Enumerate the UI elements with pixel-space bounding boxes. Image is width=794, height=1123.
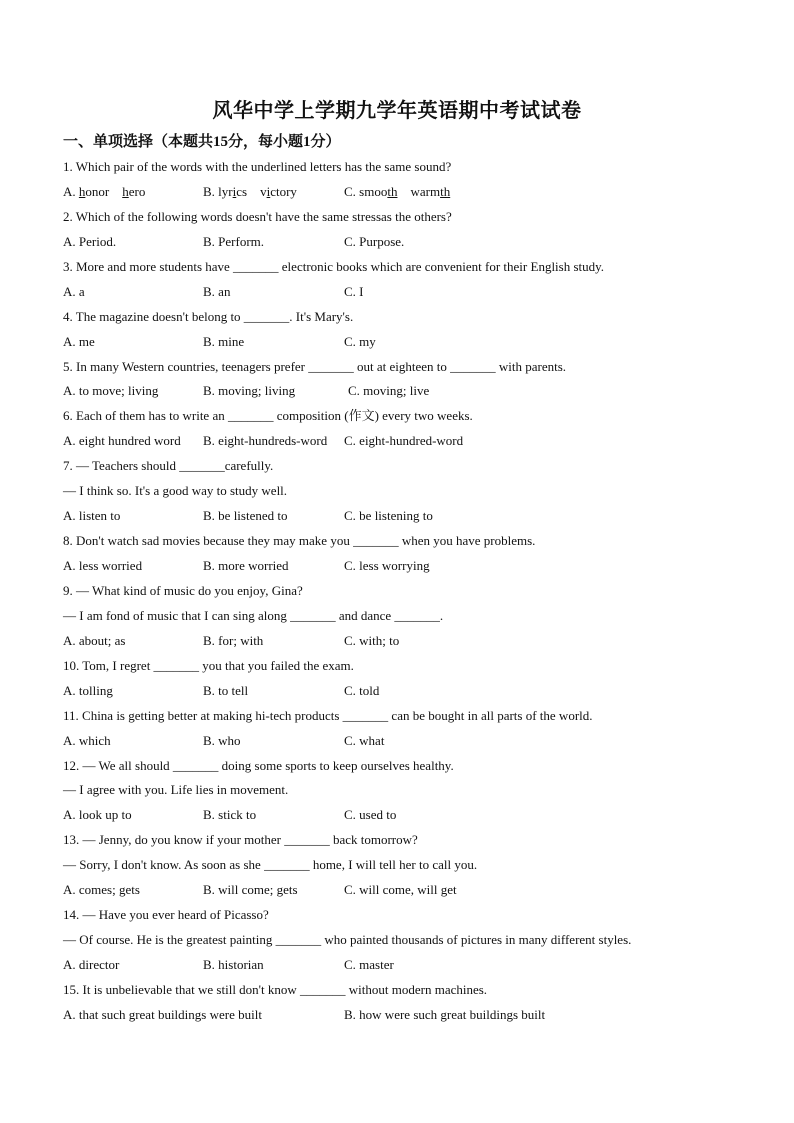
option-a: A. tolling [63,682,113,698]
question-8-options [63,554,763,579]
option-b: B. for; with [203,632,264,648]
question-5-options [63,379,763,404]
option-c: C. my [344,333,376,349]
option-a: A. about; as [63,632,126,648]
question-10-options [63,679,763,704]
question-1-options [63,180,763,205]
question-9-stem-reply: — I am fond of music that I can sing along _______ and dance _______. [63,607,444,623]
question-7-stem: 7. — Teachers should _______carefully. [63,458,274,474]
question-4-options [63,330,763,355]
question-1-stem: 1. Which pair of the words with the underlined letters has the same sound? [63,159,452,174]
option-b: B. an [203,283,231,299]
option-a: A. less worried [63,558,143,573]
option-b: B. will come; gets [203,882,298,898]
option-c: C. used to [344,807,397,823]
option-a: A. honor hero [63,183,146,199]
question-14-stem-reply: — Of course. He is the greatest painting _______ who painted thousands of pictures in many different styles. [63,932,632,948]
question-9-options [63,629,763,654]
question-13-options [63,878,763,903]
option-b: B. who [203,732,241,748]
option-a: A. which [63,732,111,748]
question-4-stem: 4. The magazine doesn't belong to _______. It's Mary's. [63,308,354,324]
underlined-letters: h [122,183,129,199]
question-12-stem-reply: — I agree with you. Life lies in movement. [63,782,289,798]
option-b: B. mine [203,333,245,349]
option-a: A. comes; gets [63,882,140,898]
question-5-stem: 5. In many Western countries, teenagers prefer _______ out at eighteen to _______ with parents. [63,358,567,374]
option-a: A. listen to [63,508,121,524]
option-a: A. eight hundred word [63,433,181,449]
option-b: B. historian [203,957,264,972]
option-c: C. less worrying [344,558,430,573]
question-2-stem: 2. Which of the following words doesn't have the same stressas the others? [63,208,452,224]
question-3-options [63,280,763,305]
option-a: A. that such great buildings were built [63,1006,262,1022]
option-c: C. I [344,283,364,299]
underlined-letters: i [232,183,237,199]
question-3-stem: 3. More and more students have _______ electronic books which are convenient for their English study. [63,258,605,274]
question-6-stem: 6. Each of them has to write an _______ composition (作文) every two weeks. [63,408,473,424]
question-14-options [63,953,763,978]
option-b: B. to tell [203,682,249,698]
question-15-options [63,1003,763,1028]
option-b: B. lyrics victory [203,183,297,199]
option-c: C. master [344,957,394,972]
question-6-options [63,429,763,454]
underlined-letters: i [266,183,271,199]
option-b: B. eight-hundreds-word [203,433,328,449]
option-b: B. how were such great buildings built [344,1006,546,1022]
question-8-stem: 8. Don't watch sad movies because they may make you _______ when you have problems. [63,533,536,549]
option-c: C. told [344,682,380,698]
option-b: B. more worried [203,558,289,573]
option-a: A. to move; living [63,383,159,399]
option-c: C. smooth warmth [344,183,451,199]
section-heading: 一、单项选择（本题共15分，每小题1分） [63,134,341,150]
option-a: A. look up to [63,807,132,823]
exam-title: 风华中学上学期九学年英语期中考试试卷 [212,100,582,122]
option-c: C. with; to [344,632,400,648]
option-c: C. eight-hundred-word [344,433,464,449]
underlined-letters: h [78,183,86,199]
option-a: A. me [63,333,95,349]
question-7-stem-reply: — I think so. It's a good way to study well. [63,483,288,499]
option-c: C. Purpose. [344,233,405,249]
question-11-stem: 11. China is getting better at making hi-tech products _______ can be bought in all parts of the world. [63,707,593,723]
question-12-options [63,803,763,828]
underlined-letters: th [387,183,398,199]
option-b: B. be listened to [203,508,288,524]
question-13-stem-reply: — Sorry, I don't know. As soon as she _______ home, I will tell her to call you. [63,857,478,873]
question-14-stem: 14. — Have you ever heard of Picasso? [63,907,269,923]
question-10-stem: 10. Tom, I regret _______ you that you failed the exam. [63,657,354,673]
option-c: C. will come, will get [344,882,457,898]
question-2-options [63,230,763,255]
question-7-options [63,504,763,529]
question-9-stem: 9. — What kind of music do you enjoy, Gina? [63,582,303,598]
question-13-stem: 13. — Jenny, do you know if your mother _______ back tomorrow? [63,832,418,848]
underlined-letters: th [440,183,451,199]
question-15-stem: 15. It is unbelievable that we still don't know _______ without modern machines. [63,981,488,997]
option-c: C. be listening to [344,508,433,524]
option-c: C. moving; live [348,383,430,399]
option-a: A. a [63,283,85,299]
question-11-options [63,729,763,754]
option-b: B. Perform. [203,233,265,249]
option-c: C. what [344,732,385,748]
option-a: A. director [63,957,120,972]
option-b: B. moving; living [203,383,296,399]
question-12-stem: 12. — We all should _______ doing some sports to keep ourselves healthy. [63,757,454,773]
option-b: B. stick to [203,807,257,823]
option-a: A. Period. [63,233,117,249]
question-list [63,155,763,1028]
